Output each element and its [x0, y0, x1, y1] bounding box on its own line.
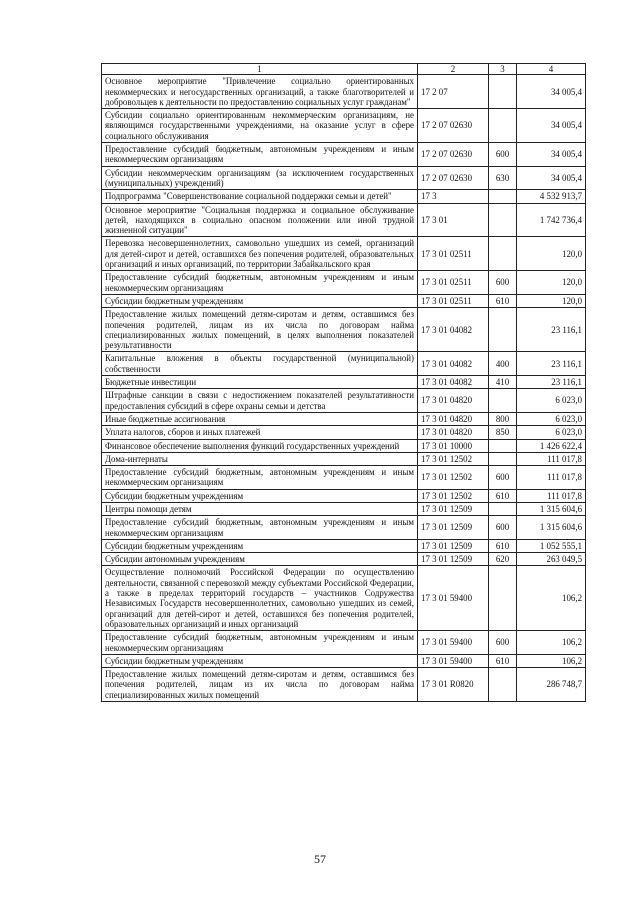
table-row	[102, 237, 586, 271]
table-row	[102, 109, 586, 143]
row-code-cell: 17 3 01 12509	[418, 553, 489, 566]
table-row	[102, 502, 586, 515]
row-code-cell: 17 3 01 12509	[418, 539, 489, 552]
table-row	[102, 489, 586, 502]
row-code-cell: 17 3 01 04082	[418, 308, 489, 352]
table-row	[102, 452, 586, 465]
row-expense-type-cell: 600	[489, 466, 517, 490]
row-amount-cell: 111 017,8	[517, 452, 586, 465]
table-row	[102, 203, 586, 237]
table-row	[102, 566, 586, 631]
row-code-cell: 17 3 01 59400	[418, 631, 489, 655]
row-amount-cell: 106,2	[517, 566, 586, 631]
table-row	[102, 516, 586, 540]
row-expense-type-cell	[489, 566, 517, 631]
row-amount-cell: 23 116,1	[517, 352, 586, 376]
table-row	[102, 389, 586, 413]
row-code-cell: 17 3 01 12502	[418, 489, 489, 502]
row-name-cell: Субсидии некоммерческим организациям (за исключением государственных (муниципальных) учреждений)	[102, 166, 418, 190]
row-code-cell: 17 3 01	[418, 203, 489, 237]
table-row	[102, 376, 586, 389]
row-expense-type-cell	[489, 237, 517, 271]
row-amount-cell: 1 426 622,4	[517, 439, 586, 452]
row-amount-cell: 23 116,1	[517, 376, 586, 389]
row-name-cell: Уплата налогов, сборов и иных платежей	[102, 426, 418, 439]
table-row	[102, 631, 586, 655]
row-name-cell: Предоставление субсидий бюджетным, автономным учреждениям и иным некоммерческим организациям	[102, 271, 418, 295]
table-row	[102, 294, 586, 307]
row-code-cell: 17 2 07	[418, 75, 489, 109]
row-name-cell: Перевозка несовершеннолетних, самовольно ушедших из семей, организаций для детей-сирот и детей, оставшихся без попечения родителей, образовательных организаций и иных организаций, по территории Забайкальского края	[102, 237, 418, 271]
row-expense-type-cell	[489, 109, 517, 143]
row-amount-cell: 4 532 913,7	[517, 190, 586, 203]
budget-table	[101, 63, 586, 702]
table-row	[102, 654, 586, 667]
table-row	[102, 668, 586, 702]
row-name-cell: Субсидии автономным учреждениям	[102, 553, 418, 566]
table-row	[102, 75, 586, 109]
row-expense-type-cell	[489, 439, 517, 452]
row-amount-cell: 120,0	[517, 294, 586, 307]
row-code-cell: 17 3	[418, 190, 489, 203]
row-name-cell: Предоставление субсидий бюджетным, автономным учреждениям и иным некоммерческим организациям	[102, 143, 418, 167]
row-name-cell: Предоставление субсидий бюджетным, автономным учреждениям и иным некоммерческим организациям	[102, 631, 418, 655]
row-expense-type-cell	[489, 203, 517, 237]
row-amount-cell: 111 017,8	[517, 489, 586, 502]
row-expense-type-cell	[489, 502, 517, 515]
row-expense-type-cell: 630	[489, 166, 517, 190]
row-code-cell: 17 3 01 04082	[418, 376, 489, 389]
row-expense-type-cell: 600	[489, 631, 517, 655]
column-header-name: 1	[102, 64, 418, 75]
row-name-cell: Осуществление полномочий Российской Федерации по осуществлению деятельности, связанной с перевозкой между субъектами Российской Федерации, а также в пределах территорий государств – участников Содружества Независимых Государств несовершеннолетних, самовольно ушедших из семей, организаций для детей-сирот и детей, оставшихся без попечения родителей, образовательных организаций и иных организаций	[102, 566, 418, 631]
table-row	[102, 539, 586, 552]
table-row	[102, 466, 586, 490]
table-row	[102, 143, 586, 167]
column-header-expense-type: 3	[489, 64, 517, 75]
row-code-cell: 17 3 01 12509	[418, 516, 489, 540]
row-amount-cell: 106,2	[517, 631, 586, 655]
row-amount-cell: 34 005,4	[517, 143, 586, 167]
row-expense-type-cell: 600	[489, 271, 517, 295]
table-row	[102, 308, 586, 352]
row-expense-type-cell: 600	[489, 143, 517, 167]
row-expense-type-cell	[489, 190, 517, 203]
row-expense-type-cell: 610	[489, 294, 517, 307]
row-name-cell: Финансовое обеспечение выполнения функций государственных учреждений	[102, 439, 418, 452]
row-amount-cell: 1 315 604,6	[517, 502, 586, 515]
row-amount-cell: 120,0	[517, 271, 586, 295]
row-expense-type-cell: 610	[489, 539, 517, 552]
row-name-cell: Центры помощи детям	[102, 502, 418, 515]
row-code-cell: 17 3 01 R0820	[418, 668, 489, 702]
row-expense-type-cell: 400	[489, 352, 517, 376]
table-row	[102, 412, 586, 425]
row-code-cell: 17 3 01 04820	[418, 389, 489, 413]
row-name-cell: Субсидии бюджетным учреждениям	[102, 654, 418, 667]
row-amount-cell: 6 023,0	[517, 412, 586, 425]
row-expense-type-cell: 410	[489, 376, 517, 389]
row-code-cell: 17 3 01 04082	[418, 352, 489, 376]
row-name-cell: Иные бюджетные ассигнования	[102, 412, 418, 425]
row-name-cell: Дома-интернаты	[102, 452, 418, 465]
row-name-cell: Субсидии бюджетным учреждениям	[102, 539, 418, 552]
row-name-cell: Субсидии социально ориентированным некоммерческим организациям, не являющимся государственными учреждениями, на оказание услуг в сфере социального обслуживания	[102, 109, 418, 143]
row-amount-cell: 286 748,7	[517, 668, 586, 702]
row-amount-cell: 111 017,8	[517, 466, 586, 490]
row-name-cell: Предоставление субсидий бюджетным, автономным учреждениям и иным некоммерческим организациям	[102, 516, 418, 540]
row-name-cell: Штрафные санкции в связи с недостижением показателей результативности предоставления субсидий в сфере охраны семьи и детства	[102, 389, 418, 413]
row-expense-type-cell	[489, 452, 517, 465]
row-code-cell: 17 3 01 59400	[418, 566, 489, 631]
row-name-cell: Основное мероприятие "Привлечение социально ориентированных некоммерческих и негосударственных организаций, а также благотворителей и добровольцев к деятельности по предоставлению социальных услуг гражданам"	[102, 75, 418, 109]
column-header-code: 2	[418, 64, 489, 75]
row-expense-type-cell: 610	[489, 654, 517, 667]
row-amount-cell: 6 023,0	[517, 426, 586, 439]
table-body	[102, 75, 586, 702]
table-row	[102, 190, 586, 203]
row-code-cell: 17 3 01 02511	[418, 294, 489, 307]
row-name-cell: Предоставление субсидий бюджетным, автономным учреждениям и иным некоммерческим организациям	[102, 466, 418, 490]
table-row	[102, 166, 586, 190]
row-code-cell: 17 3 01 59400	[418, 654, 489, 667]
row-amount-cell: 106,2	[517, 654, 586, 667]
row-amount-cell: 34 005,4	[517, 75, 586, 109]
row-code-cell: 17 3 01 12502	[418, 466, 489, 490]
row-code-cell: 17 2 07 02630	[418, 143, 489, 167]
row-expense-type-cell	[489, 308, 517, 352]
row-code-cell: 17 3 01 10000	[418, 439, 489, 452]
row-name-cell: Субсидии бюджетным учреждениям	[102, 294, 418, 307]
row-expense-type-cell	[489, 389, 517, 413]
row-name-cell: Капитальные вложения в объекты государственной (муниципальной) собственности	[102, 352, 418, 376]
column-header-amount: 4	[517, 64, 586, 75]
row-amount-cell: 34 005,4	[517, 166, 586, 190]
row-name-cell: Основное мероприятие "Социальная поддержка и социальное обслуживание детей, находящихся в социально опасном положении или иной трудной жизненной ситуации"	[102, 203, 418, 237]
row-expense-type-cell: 600	[489, 516, 517, 540]
row-code-cell: 17 3 01 02511	[418, 271, 489, 295]
row-amount-cell: 23 116,1	[517, 308, 586, 352]
row-name-cell: Подпрограмма "Совершенствование социальной поддержки семьи и детей"	[102, 190, 418, 203]
row-amount-cell: 6 023,0	[517, 389, 586, 413]
page-number: 57	[314, 852, 326, 866]
row-code-cell: 17 3 01 02511	[418, 237, 489, 271]
row-expense-type-cell: 850	[489, 426, 517, 439]
row-code-cell: 17 3 01 04820	[418, 412, 489, 425]
table-row	[102, 426, 586, 439]
row-amount-cell: 1 052 555,1	[517, 539, 586, 552]
row-code-cell: 17 2 07 02630	[418, 166, 489, 190]
row-amount-cell: 120,0	[517, 237, 586, 271]
row-name-cell: Предоставление жилых помещений детям-сиротам и детям, оставшимся без попечения родителей, лицам из их числа по договорам найма специализированных жилых помещений, в целях выполнения показателей результативности	[102, 308, 418, 352]
row-expense-type-cell: 800	[489, 412, 517, 425]
row-code-cell: 17 2 07 02630	[418, 109, 489, 143]
row-expense-type-cell: 620	[489, 553, 517, 566]
row-name-cell: Предоставление жилых помещений детям-сиротам и детям, оставшимся без попечения родителей, лицам из их числа по договорам найма специализированных жилых помещений	[102, 668, 418, 702]
table-header-row	[102, 64, 586, 75]
row-expense-type-cell	[489, 75, 517, 109]
row-expense-type-cell: 610	[489, 489, 517, 502]
row-code-cell: 17 3 01 12509	[418, 502, 489, 515]
row-code-cell: 17 3 01 04820	[418, 426, 489, 439]
table-row	[102, 352, 586, 376]
row-name-cell: Бюджетные инвестиции	[102, 376, 418, 389]
row-amount-cell: 263 049,5	[517, 553, 586, 566]
table-row	[102, 439, 586, 452]
table-row	[102, 271, 586, 295]
row-amount-cell: 1 742 736,4	[517, 203, 586, 237]
row-amount-cell: 34 005,4	[517, 109, 586, 143]
table-row	[102, 553, 586, 566]
row-name-cell: Субсидии бюджетным учреждениям	[102, 489, 418, 502]
row-code-cell: 17 3 01 12502	[418, 452, 489, 465]
row-amount-cell: 1 315 604,6	[517, 516, 586, 540]
row-expense-type-cell	[489, 668, 517, 702]
